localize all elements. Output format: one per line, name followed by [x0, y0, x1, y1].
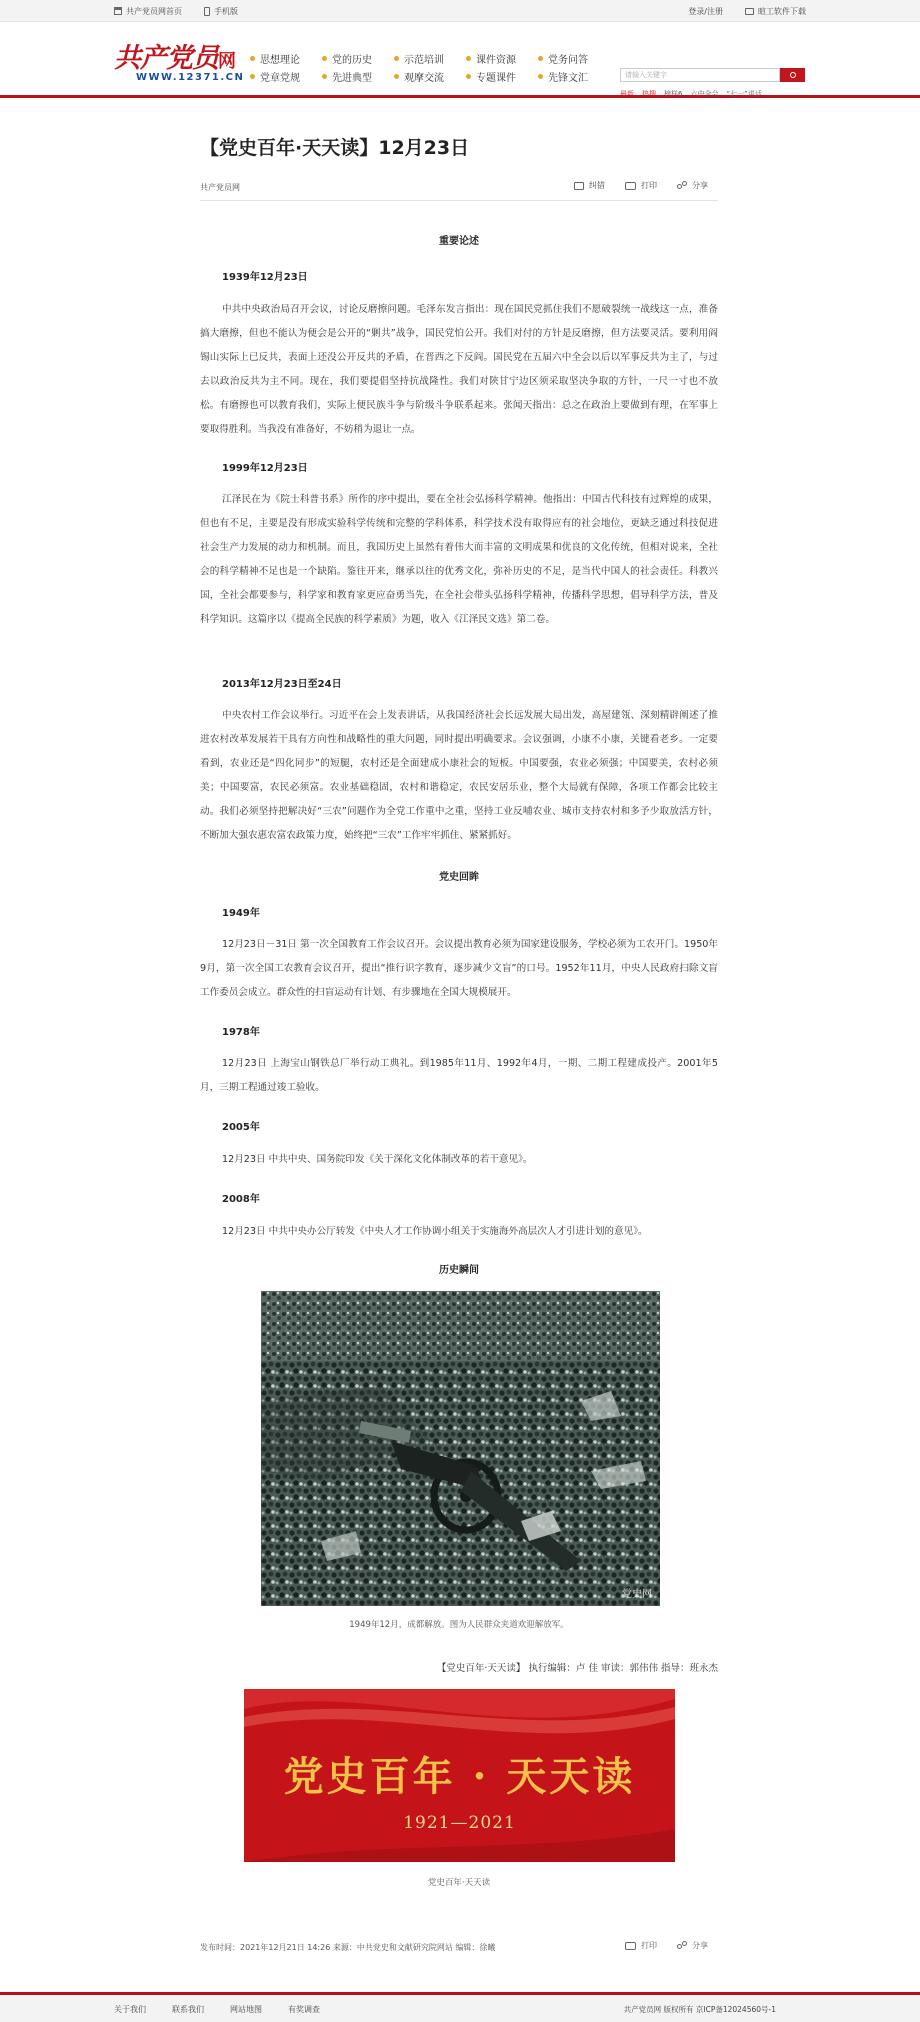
copyright: 共产党员网 版权所有 京ICP备12024560号-1	[623, 2005, 776, 2014]
footer-link-contact[interactable]: 联系我们	[172, 2005, 204, 2014]
nav-item-topics[interactable]: 专题课件	[466, 69, 538, 84]
date-heading: 2005年	[222, 1122, 260, 1133]
nav-item-rules[interactable]: 党章党规	[250, 69, 322, 84]
date-heading: 1978年	[222, 1027, 260, 1038]
hot-item[interactable]: 六中全会	[690, 90, 719, 98]
client-download-label: 暄工软件下载	[758, 6, 806, 16]
logo-text: 共产党员网	[114, 43, 235, 74]
nav-dot-icon	[538, 74, 543, 79]
article-source: 共产党员网	[200, 183, 240, 192]
nav-item-qa[interactable]: 党务问答	[538, 51, 610, 66]
nav-dot-icon	[250, 56, 255, 61]
paragraph: 中央农村工作会议举行。习近平在会上发表讲话，从我国经济社会长远发展大局出发，高屋建瓴、深刻精辟阐述了推进农村改革发展若干具有方向性和战略性的重大问题，同时提出明确要求。会议强调，小康不小康，关键看老乡。一定要看到，农业还是“四化同步”的短腿，农村还是全面建成小康社会的短板。中国要强，农业必须强；中国要美，农村必须美；中国要富，农民必须富。农业基础稳固，农村和谐稳定，农民安居乐业，整个大局就有保障，各项工作都会比较主动。我们必须坚持把解决好“三农”问题作为全党工作重中之重，坚持工业反哺农业、城市支持农村和多予少取放活方针，不断加大强农惠农富农政策力度，始终把“三农”工作牢牢抓住、紧紧抓好。	[200, 710, 718, 841]
paragraph: 12月23日 中共中央办公厅转发《中央人才工作协调小组关于实施海外高层次人才引进计划的意见》。	[222, 1226, 648, 1237]
nav-item-courseware[interactable]: 课件资源	[466, 51, 538, 66]
date-heading: 1999年12月23日	[222, 463, 308, 474]
nav-dot-icon	[250, 74, 255, 79]
footer-link-about[interactable]: 关于我们	[114, 2005, 146, 2014]
nav-dot-icon	[394, 56, 399, 61]
article-meta	[200, 180, 718, 194]
nav-dot-icon	[466, 74, 471, 79]
banner-years: 1921—2021	[403, 1813, 516, 1833]
nav-item-training[interactable]: 示范培训	[394, 51, 466, 66]
hot-item[interactable]: “七一”讲话	[726, 90, 762, 98]
search-input[interactable]: 请输入关键字	[620, 68, 780, 82]
nav-dot-icon	[466, 56, 471, 61]
hot-item[interactable]: 榜样6	[664, 90, 683, 98]
nav-item-models[interactable]: 先进典型	[322, 69, 394, 84]
mobile-link[interactable]	[204, 6, 238, 17]
search-button[interactable]	[780, 68, 805, 82]
mobile-link-label: 手机版	[214, 6, 238, 16]
history-photo	[261, 1291, 660, 1606]
site-footer	[0, 1992, 920, 2022]
report-error-button[interactable]: 纠错	[574, 180, 605, 191]
site-logo[interactable]	[114, 36, 244, 88]
date-heading: 2013年12月23日至24日	[222, 679, 342, 690]
print-button[interactable]: 打印	[625, 1940, 657, 1951]
edit-icon	[574, 182, 584, 190]
home-icon	[114, 7, 122, 15]
editor-credit: 【党史百年·天天读】 执行编辑：卢 佳 审读：郭伟伟 指导：班永杰	[436, 1663, 718, 1674]
nav-dot-icon	[538, 56, 543, 61]
share-button[interactable]: 分享	[677, 1940, 708, 1951]
hot-keywords	[620, 89, 762, 99]
paragraph: 江泽民在为《院士科普书系》所作的序中提出，要在全社会弘扬科学精神。他指出：中国古代科技有过辉煌的成果，但也有不足，主要是没有形成实验科学传统和完整的学科体系，科学技术没有取得应有的社会地位，更缺乏通过科技促进社会生产力发展的动力和机制。而且，我国历史上虽然有着伟大而丰富的文明成果和优良的文化传统，但相对说来，全社会的科学精神不足也是一个缺陷。鉴往开来，继承以往的优秀文化，弥补历史的不足，是当代中国人的社会责任。科教兴国，全社会都要参与，科学家和教育家更应奋勇当先，在全社会带头弘扬科学精神，传播科学思想，倡导科学方法，普及科学知识。这篇序以《提高全民族的科学素质》为题，收入《江泽民文选》第二卷。	[200, 494, 718, 625]
publish-meta: 发布时间：2021年12月21日 14:26 来源：中共党史和文献研究院网站 编辑：徐曦	[200, 1943, 496, 1952]
section-heading: 重要论述	[439, 236, 479, 247]
share-icon	[677, 181, 687, 191]
page-title: 【党史百年·天天读】12月23日	[200, 137, 470, 159]
date-heading: 2008年	[222, 1194, 260, 1205]
photo-watermark: 党史网	[622, 1589, 652, 1600]
share-button[interactable]: 分享	[677, 180, 708, 191]
divider	[200, 200, 718, 201]
banner-title: 党史百年 · 天天读	[283, 1753, 636, 1800]
footer-link-sitemap[interactable]: 网站地图	[230, 2005, 262, 2014]
photo-caption: 1949年12月，成都解放。图为人民群众夹道欢迎解放军。	[349, 1620, 569, 1630]
home-link-label: 共产党员网首页	[126, 6, 182, 16]
paragraph: 12月23日－31日 第一次全国教育工作会议召开。会议提出教育必须为国家建设服务，学校必须为工农开门。1950年9月，第一次全国工农教育会议召开，提出“推行识字教育，逐步减少文盲”的口号。1952年11月，中央人民政府扫除文盲工作委员会成立。群众性的扫盲运动有计划、有步骤地在全国大规模展开。	[200, 939, 718, 998]
section-heading: 党史回眸	[439, 872, 479, 883]
monitor-icon	[745, 8, 754, 15]
nav-dot-icon	[322, 56, 327, 61]
section-heading: 历史瞬间	[439, 1265, 479, 1276]
date-heading: 1949年	[222, 908, 260, 919]
main-nav	[250, 49, 610, 85]
footer-link-survey[interactable]: 有奖调查	[288, 2005, 320, 2014]
date-heading: 1939年12月23日	[222, 272, 308, 283]
top-bar	[0, 0, 920, 22]
paragraph: 中共中央政治局召开会议，讨论反磨擦问题。毛泽东发言指出：现在国民党抓住我们不愿破裂统一战线这一点，准备搞大磨擦，但也不能认为便会是公开的“剿共”战争，国民党怕公开。我们对付的方针是反磨擦，但方法要灵活。要利用阎锡山实际上已反共，表面上还没公开反共的矛盾，在晋西之下反阎。国民党在五届六中全会以后以军事反共为主了，与过去以政治反共为主不同。现在，我们要提倡坚持抗战隆性。我们对陕甘宁边区须采取坚决争取的方针，一尺一寸也不放松。有磨擦也可以教育我们，实际上便民族斗争与阶级斗争联系起来。张闻天指出：总之在政治上要做到有理，在军事上要取得胜利。当我没有准备好，不妨稍为退让一点。	[200, 304, 718, 435]
publish-info	[200, 1940, 718, 1954]
search-icon	[790, 72, 796, 78]
nav-dot-icon	[322, 74, 327, 79]
crowd-photo-image	[261, 1291, 660, 1606]
logo-url: WWW.12371.CN	[136, 72, 245, 83]
home-link[interactable]	[114, 6, 182, 17]
paragraph: 12月23日 上海宝山钢铁总厂举行动工典礼。到1985年11月、1992年4月，一期、二期工程建成投产。2001年5月，三期工程通过竣工验收。	[200, 1058, 718, 1093]
printer-icon	[625, 182, 636, 190]
login-link[interactable]: 登录/注册	[688, 6, 723, 16]
paragraph: 12月23日 中共中央、国务院印发《关于深化文化体制改革的若干意见》。	[222, 1154, 533, 1165]
nav-item-theory[interactable]: 思想理论	[250, 51, 322, 66]
banner-caption: 党史百年·天天读	[427, 1878, 491, 1888]
share-icon	[677, 1941, 687, 1951]
hot-label[interactable]: 最新	[620, 90, 634, 98]
search-bar	[620, 68, 805, 82]
nav-item-history[interactable]: 党的历史	[322, 51, 394, 66]
hot-item[interactable]: 热搜	[642, 90, 656, 98]
series-banner	[244, 1689, 675, 1862]
nav-item-exchange[interactable]: 观摩交流	[394, 69, 466, 84]
phone-icon	[204, 7, 210, 16]
print-button[interactable]: 打印	[625, 180, 657, 191]
site-header	[0, 22, 920, 98]
nav-item-culture[interactable]: 先锋文汇	[538, 69, 610, 84]
nav-dot-icon	[394, 74, 399, 79]
client-download-link[interactable]	[745, 6, 806, 17]
printer-icon	[625, 1942, 636, 1950]
